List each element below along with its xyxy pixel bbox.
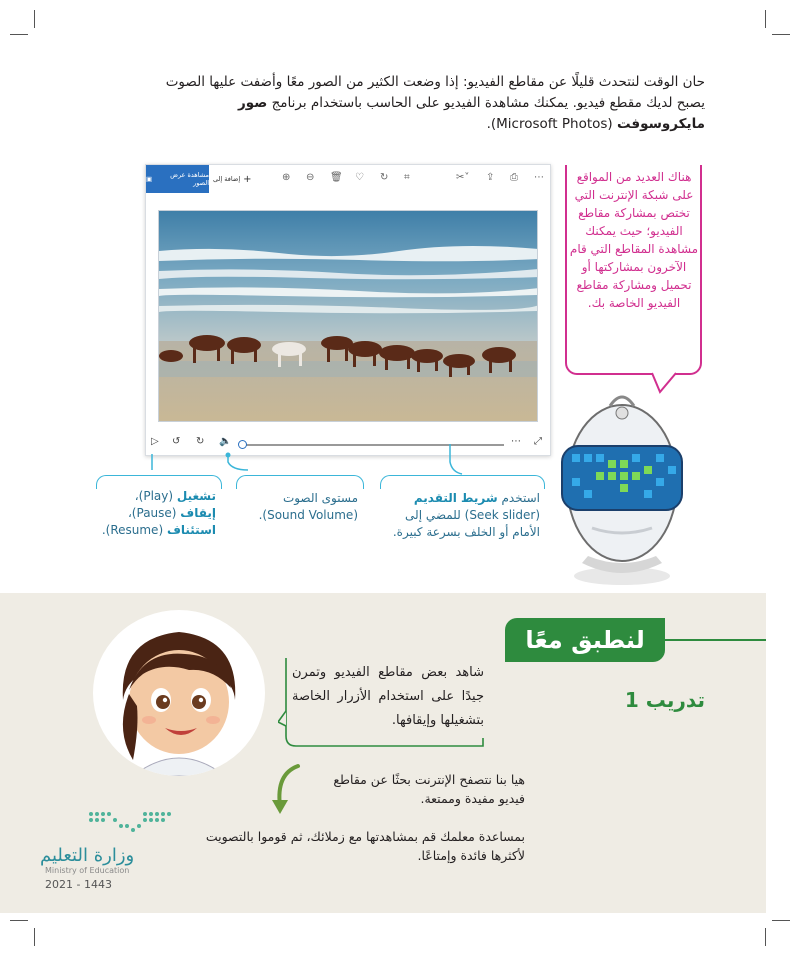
resume-term: استئناف (166, 523, 216, 537)
pause-term-en: (Pause)، (127, 506, 181, 520)
callout-bracket (236, 475, 364, 489)
callout-bracket (380, 475, 545, 489)
down-arrow-icon (268, 762, 304, 820)
play-callout (98, 488, 216, 539)
more-icon[interactable]: ⋯ (534, 172, 544, 183)
seek-term: شريط التقديم (413, 491, 498, 505)
crop-mark (34, 928, 35, 946)
share-icon[interactable]: ⇪ (486, 172, 495, 183)
tab-divider (655, 639, 766, 641)
zoom-out-icon[interactable]: ⊖ (306, 172, 315, 183)
crop-icon[interactable]: ⌗ (404, 172, 410, 183)
child-avatar (93, 610, 265, 776)
volume-term: مستوى الصوت (282, 491, 358, 505)
internet-note: هناك العديد من المواقع على شبكة الإنترنت التي تختص بمشاركة مقاطع الفيديو؛ حيث يمكنك مشاهدة المقاطع التي قام الآخرون بمشاركتها أو تحميل ومشاركة مقاطع الفيديو الخاصة بك. (569, 170, 699, 310)
favorite-icon[interactable]: ♡ (355, 172, 364, 183)
callout-bracket (96, 475, 222, 489)
rotate-icon[interactable]: ↻ (380, 172, 389, 183)
zoom-in-icon[interactable]: ⊕ (282, 172, 291, 183)
fullscreen-icon[interactable]: ⤢ (534, 436, 542, 447)
play-term: تشغيل (176, 489, 216, 503)
volume-icon[interactable]: 🔈 (219, 436, 232, 447)
speech-text: شاهد بعض مقاطع الفيديو وتمرن جيدًا على استخدام الأزرار الخاصة بتشغيلها وإيقافها. (292, 665, 484, 728)
crop-mark (10, 920, 28, 921)
seek-term-en: (Seek slider) للمضي إلى (405, 508, 540, 522)
seek-description: الأمام أو الخلف بسرعة كبيرة. (392, 525, 540, 539)
resume-term-en: (Resume). (101, 523, 167, 537)
print-icon[interactable]: ⎙ (510, 172, 518, 183)
slideshow-icon: ▣ (146, 175, 153, 183)
volume-term-en: (Sound Volume). (258, 508, 358, 522)
robot-mascot-icon (552, 388, 692, 588)
ministry-name-ar: وزارة التعليم (40, 845, 135, 866)
plus-icon: + (243, 173, 252, 185)
forward-icon[interactable]: ↻ (196, 436, 205, 447)
seek-callout (382, 490, 540, 541)
more-icon[interactable]: ⋯ (511, 436, 521, 447)
volume-callout (240, 490, 358, 524)
seek-prefix: استخدم (497, 491, 540, 505)
crop-mark (765, 928, 766, 946)
edit-icon[interactable]: ✂˅ (456, 172, 470, 183)
crop-mark (772, 920, 790, 921)
play-term-en: (Play)، (134, 489, 177, 503)
intro-text: حان الوقت لنتحدث قليلًا عن مقاطع الفيديو: إذا وضعت الكثير من الصور معًا وأضفت عليها الصوت يصبح لديك مقطع فيديو. يمكنك مشاهدة الفيديو على الحاسب باستخدام برنامج (165, 74, 705, 111)
edition-year: 2021 - 1443 (45, 878, 112, 891)
pause-term: إيقاف (180, 506, 216, 520)
exercise-title: تدريب 1 (624, 688, 705, 712)
add-to-label: إضافة إلى (213, 175, 241, 183)
browse-note: هيا بنا نتصفح الإنترنت بحثًا عن مقاطع فيديو مفيدة وممتعة. (333, 772, 525, 806)
play-icon[interactable]: ▷ (151, 436, 159, 447)
ministry-name-en: Ministry of Education (45, 866, 130, 875)
lets-apply-heading: لنطبق معًا (505, 618, 665, 662)
delete-icon[interactable]: 🗑 (330, 172, 343, 183)
app-name: صور مايكروسوفت (238, 95, 705, 132)
rewind-icon[interactable]: ↺ (172, 436, 181, 447)
intro-text-end: (Microsoft Photos). (486, 116, 617, 132)
vote-note: بمساعدة معلمك قم بمشاهدتها مع زملائك، ثم قوموا بالتصويت لأكثرها فائدة وإمتاعًا. (205, 829, 525, 863)
slideshow-label: مشاهدة عرض الصور (170, 171, 209, 187)
ministry-logo-icon (85, 808, 177, 838)
